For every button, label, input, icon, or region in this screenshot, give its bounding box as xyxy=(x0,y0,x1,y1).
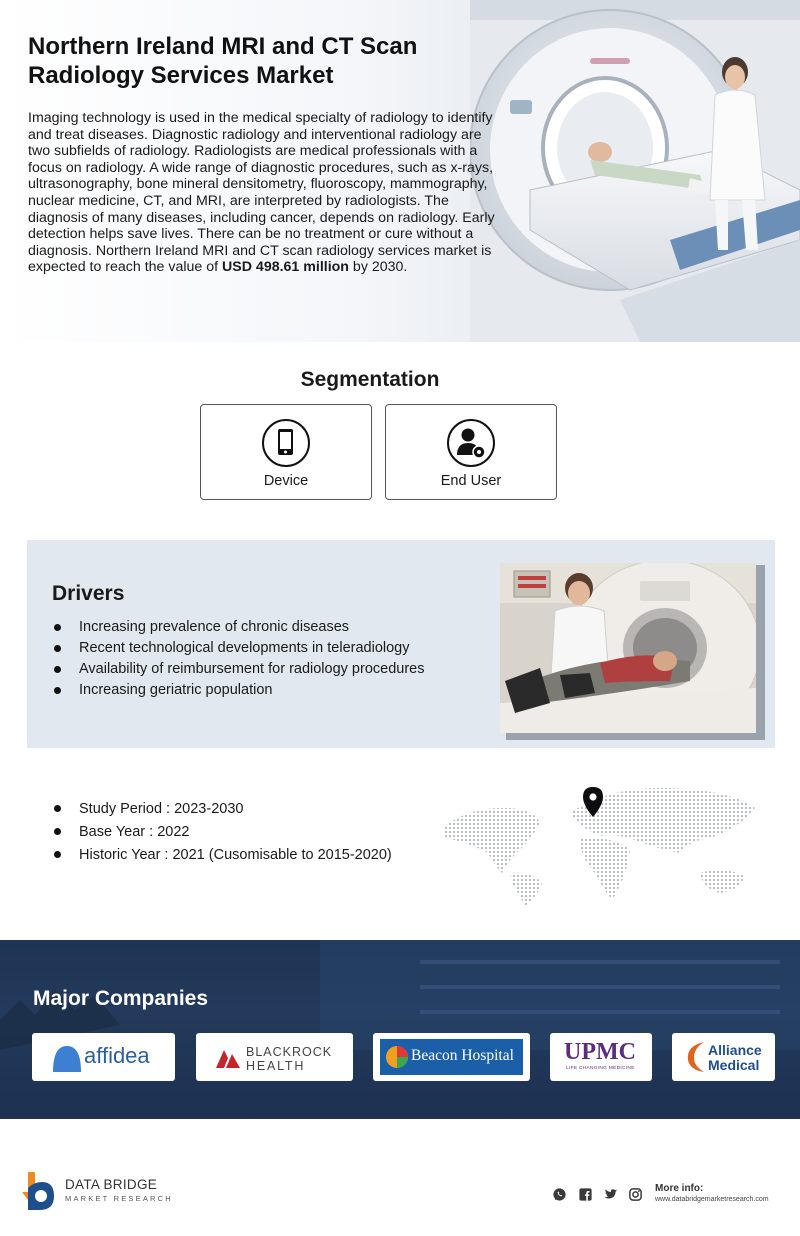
website-link[interactable]: www.databridgemarketresearch.com xyxy=(655,1196,769,1203)
study-info-list xyxy=(52,798,392,867)
company-name-affidea: affidea xyxy=(84,1043,150,1068)
list-item: Increasing geriatric population xyxy=(52,680,424,701)
hero-section xyxy=(0,0,800,342)
company-name-alliance: Alliance xyxy=(708,1042,762,1058)
segmentation-title: Segmentation xyxy=(300,368,440,391)
list-item: Recent technological developments in teleradiology xyxy=(52,638,424,659)
brand-name: DATA BRIDGE xyxy=(65,1177,158,1192)
company-logo-blackrock[interactable] xyxy=(196,1033,353,1081)
list-item: Availability of reimbursement for radiology procedures xyxy=(52,659,424,680)
drivers-list xyxy=(52,617,424,701)
mri-doctor-photo xyxy=(500,563,756,733)
list-item: Historic Year : 2021 (Cusomisable to 2015-2020) xyxy=(52,844,392,867)
market-description xyxy=(28,110,504,276)
company-tagline-upmc: LIFE CHANGING MEDICINE xyxy=(566,1066,635,1071)
company-name-medical: Medical xyxy=(708,1057,760,1073)
company-logo-alliance[interactable] xyxy=(672,1033,775,1081)
description-text: Imaging technology is used in the medical specialty of radiology to identify and treat diseases. Diagnostic radiology and interventional radiology are two subfields of radiology. Radiologists are medical professionals with a focus on radiology. A wide range of diagnostic procedures, such as x-rays, ultrasonography, bone mineral densitometry, fluoroscopy, mammography, nuclear medicine, CT, and MRI, are interpreted by radiologists. The diagnosis of many diseases, including cancer, depends on radiology. Early detection helps save lives. There can be no treatment or cure without a diagnosis. Northern Ireland MRI and CT scan radiology services market is expected to reach the value of xyxy=(28,110,495,276)
title-line-1: Northern Ireland MRI and CT Scan xyxy=(28,33,418,60)
segment-end-user-card[interactable] xyxy=(385,404,557,500)
title-line-2: Radiology Services Market xyxy=(28,62,334,89)
ct-scanner-image xyxy=(470,0,800,342)
user-gear-icon xyxy=(447,419,495,467)
segment-device-card[interactable] xyxy=(200,404,372,500)
whatsapp-icon[interactable] xyxy=(552,1187,567,1202)
company-name-beacon: Beacon Hospital xyxy=(411,1047,514,1064)
list-item: Base Year : 2022 xyxy=(52,821,392,844)
companies-section xyxy=(0,940,800,1119)
description-end: by 2030. xyxy=(348,259,408,276)
brand-subtitle: MARKET RESEARCH xyxy=(65,1194,173,1203)
more-info-label: More info: xyxy=(655,1183,704,1194)
affidea-mark-icon xyxy=(49,1042,85,1074)
company-logo-beacon[interactable] xyxy=(373,1033,530,1081)
list-item: Study Period : 2023-2030 xyxy=(52,798,392,821)
list-item: Increasing prevalence of chronic diseases xyxy=(52,617,424,638)
company-name-blackrock: BLACKROCK xyxy=(246,1045,333,1059)
building-backdrop xyxy=(0,940,800,1119)
alliance-mark-icon xyxy=(682,1040,708,1074)
blackrock-mark-icon xyxy=(212,1044,242,1072)
company-logo-upmc[interactable] xyxy=(550,1033,652,1081)
company-name-upmc: UPMC xyxy=(564,1039,636,1065)
segment-end-user-label: End User xyxy=(440,473,502,489)
twitter-icon[interactable] xyxy=(602,1187,619,1202)
company-name-health: HEALTH xyxy=(246,1059,306,1073)
phone-icon xyxy=(262,419,310,467)
data-bridge-logo-icon xyxy=(20,1170,64,1214)
company-logo-affidea[interactable] xyxy=(32,1033,175,1081)
drivers-section xyxy=(27,540,775,748)
facebook-icon[interactable] xyxy=(578,1187,593,1202)
market-value: USD 498.61 million xyxy=(222,259,349,276)
segment-device-label: Device xyxy=(263,473,309,489)
beacon-mark-icon xyxy=(384,1044,410,1070)
drivers-title: Drivers xyxy=(52,582,125,605)
world-map-image xyxy=(440,778,760,908)
companies-title: Major Companies xyxy=(33,987,209,1010)
page-title xyxy=(28,32,498,90)
instagram-icon[interactable] xyxy=(628,1187,643,1202)
